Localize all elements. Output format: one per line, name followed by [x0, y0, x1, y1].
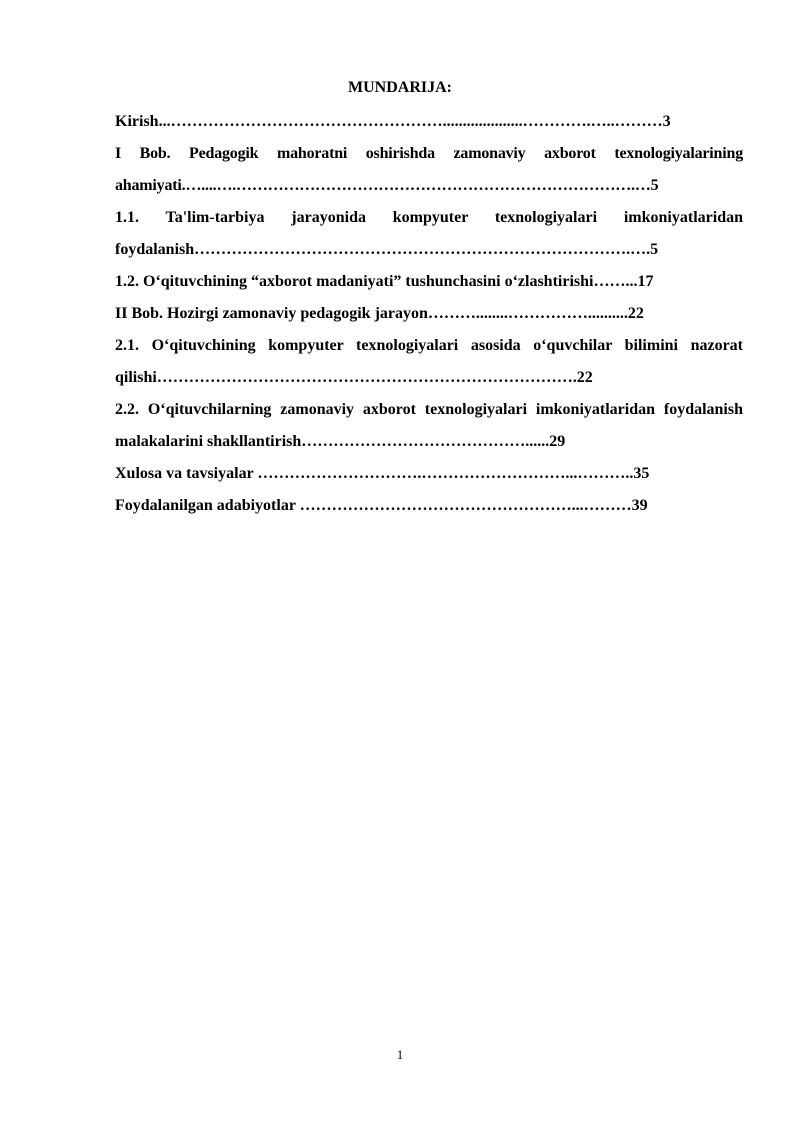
toc-entry-section-2-2: 2.2. O‘qituvchilarning zamonaviy axborot texnologiyalari imkoniyatlaridan foydalanish malakalarini shakllantirish……………………………………......29: [115, 401, 743, 450]
toc-entry-chapter-1: I Bob. Pedagogik mahoratni oshirishda zamonaviy axborot texnologiyalarining ahamiyati.…....….………………………………………………………………….…5: [115, 145, 743, 194]
toc-entry-kirish: Kirish...……………………………………………....................………….…..………3: [115, 113, 671, 130]
toc-entry-section-2-1: 2.1. O‘qituvchining kompyuter texnologiyalari asosida o‘quvchilar bilimini nazorat qilishi…………………………………………………………………….22: [115, 337, 743, 386]
toc-entry-section-1-1: 1.1. Ta'lim-tarbiya jarayonida kompyuter texnologiyalari imkoniyatlaridan foydalanish……………………………………………………………………….….5: [115, 209, 743, 258]
table-of-contents: [115, 106, 743, 522]
toc-entry-section-1-2: 1.2. O‘qituvchining “axborot madaniyati” tushunchasini o‘zlashtirishi……...17: [115, 273, 654, 290]
toc-entry-adabiyotlar: Foydalanilgan adabiyotlar ……………………………………………...………39: [115, 497, 648, 514]
page-number: 1: [396, 1047, 404, 1062]
toc-title: MUNDARIJA:: [348, 79, 452, 96]
toc-entry-xulosa: Xulosa va tavsiyalar ………………………….………………………...………..35: [115, 465, 650, 482]
toc-entry-chapter-2: II Bob. Hozirgi zamonaviy pedagogik jarayon………........……………..........22: [115, 305, 644, 322]
